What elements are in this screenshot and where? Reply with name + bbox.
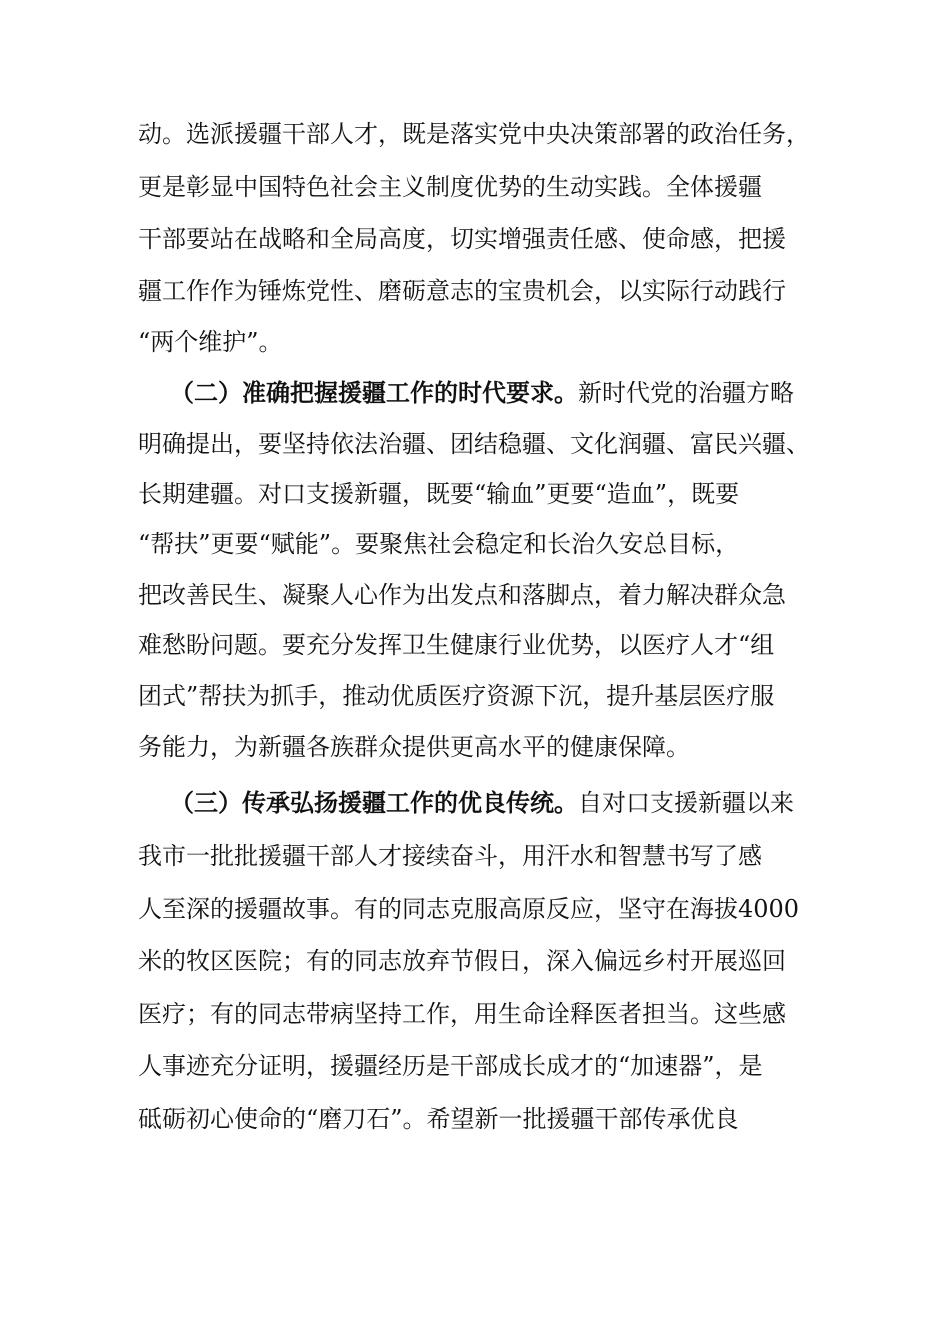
- paragraph-line: 砥砺初心使命的“磨刀石”。希望新一批援疆干部传承优良: [138, 1105, 739, 1133]
- paragraph-line: 医疗；有的同志带病坚持工作，用生命诠释医者担当。这些感: [138, 1000, 786, 1028]
- section-3-heading: （三）传承弘扬援疆工作的优良传统。: [170, 789, 578, 817]
- paragraph-line: 难愁盼问题。要充分发挥卫生健康行业优势，以医疗人才“组: [138, 631, 775, 659]
- paragraph-line: 务能力，为新疆各族群众提供更高水平的健康保障。: [138, 733, 690, 761]
- section-3-first-line: [170, 783, 828, 823]
- paragraph-line: 长期建疆。对口支援新疆，既要“输血”更要“造血”，既要: [138, 480, 740, 508]
- paragraph-line: 动。选派援疆干部人才，既是落实党中央决策部署的政治任务，: [138, 120, 810, 148]
- section-2-heading: （二）准确把握援疆工作的时代要求。: [170, 379, 578, 407]
- paragraph-line: 干部要站在战略和全局高度，切实增强责任感、使命感，把援: [138, 225, 786, 253]
- paragraph-line: 团式”帮扶为抓手，推动优质医疗资源下沉，提升基层医疗服: [138, 682, 775, 710]
- paragraph-line: 人至深的援疆故事。有的同志克服高原反应，坚守在海拔4000: [138, 895, 800, 923]
- section-3-first-line-text: 自对口支援新疆以来: [578, 789, 794, 817]
- paragraph-line: 更是彰显中国特色社会主义制度优势的生动实践。全体援疆: [138, 173, 762, 201]
- paragraph-line: 米的牧区医院；有的同志放弃节假日，深入偏远乡村开展巡回: [138, 947, 786, 975]
- paragraph-line: 疆工作作为锤炼党性、磨砺意志的宝贵机会，以实际行动践行: [138, 277, 786, 305]
- paragraph-line: 人事迹充分证明，援疆经历是干部成长成才的“加速器”，是: [138, 1052, 763, 1080]
- paragraph-line: 把改善民生、凝聚人心作为出发点和落脚点，着力解决群众急: [138, 581, 786, 609]
- paragraph-line: 我市一批批援疆干部人才接续奋斗，用汗水和智慧书写了感: [138, 842, 762, 870]
- paragraph-line: “两个维护”。: [138, 328, 283, 356]
- paragraph-line: 明确提出，要坚持依法治疆、团结稳疆、文化润疆、富民兴疆、: [138, 430, 810, 458]
- paragraph-line: “帮扶”更要“赋能”。要聚焦社会稳定和长治久安总目标，: [138, 530, 740, 558]
- section-2-first-line-text: 新时代党的治疆方略: [578, 379, 794, 407]
- section-2-first-line: [170, 373, 828, 413]
